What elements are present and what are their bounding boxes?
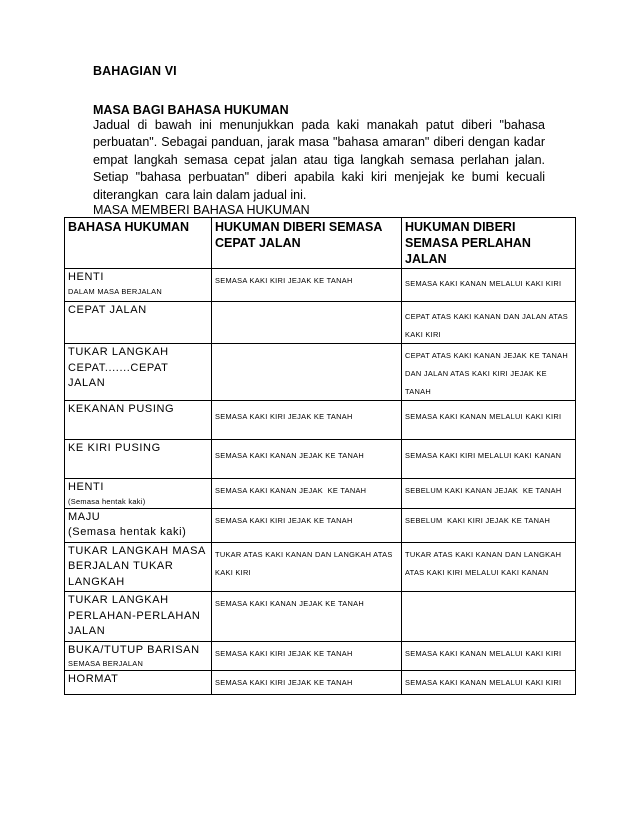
slow-text: SEMASA KAKI KANAN MELALUI KAKI KIRI xyxy=(405,412,562,421)
command-cell xyxy=(65,671,212,695)
command-label: KEKANAN PUSING xyxy=(68,403,175,415)
subtitle: MASA BAGI BAHASA HUKUMAN xyxy=(93,103,289,117)
quick-cell xyxy=(212,344,402,401)
slow-text: SEBELUM KAKI KIRI JEJAK KE TANAH xyxy=(405,515,551,525)
slow-text: SEMASA KAKI KANAN MELALUI KAKI KIRI xyxy=(405,279,562,288)
paragraph-line: Setiap "bahasa perbuatan" diberi apabila kaki kiri menjejak ke bumi kecuali xyxy=(93,170,545,185)
table-row xyxy=(65,592,576,642)
paragraph-line: diterangkan cara lain dalam jadual ini. xyxy=(93,187,307,202)
quick-cell xyxy=(212,542,402,592)
paragraph-line: empat langkah semasa cepat jalan atau tiga langkah semasa perlahan jalan. xyxy=(93,152,545,167)
table-row xyxy=(65,671,576,695)
table-row xyxy=(65,269,576,302)
table-row xyxy=(65,302,576,344)
quick-cell xyxy=(212,508,402,542)
table-header-row xyxy=(65,218,576,269)
quick-cell xyxy=(212,269,402,302)
table-row xyxy=(65,641,576,671)
command-cell xyxy=(65,302,212,344)
table-row xyxy=(65,344,576,401)
quick-text: SEMASA KAKI KIRI JEJAK KE TANAH xyxy=(215,276,353,285)
table-row xyxy=(65,440,576,479)
command-cell xyxy=(65,508,212,542)
quick-text: SEMASA KAKI KANAN JEJAK KE TANAH xyxy=(215,486,367,495)
paragraph-line: perbuatan". Sebagai panduan, jarak masa "bahasa amaran" diberi dengan kadar xyxy=(93,135,545,150)
command-label: TUKAR LANGKAH PERLAHAN-PERLAHAN JALAN xyxy=(68,594,201,637)
slow-cell xyxy=(402,641,576,671)
slow-text: SEMASA KAKI KIRI MELALUI KAKI KANAN xyxy=(405,451,562,460)
quick-cell xyxy=(212,479,402,509)
quick-text: SEMASA KAKI KIRI JEJAK KE TANAH xyxy=(215,515,353,525)
slow-cell xyxy=(402,401,576,440)
command-label: TUKAR LANGKAH CEPAT.......CEPAT JALAN xyxy=(68,346,169,389)
paragraph-line: Jadual di bawah ini menunjukkan pada kaki manakah patut diberi "bahasa xyxy=(93,118,545,132)
command-cell xyxy=(65,440,212,479)
quick-cell xyxy=(212,641,402,671)
section-title: BAHAGIAN VI xyxy=(93,64,177,78)
slow-cell xyxy=(402,479,576,509)
command-label: HORMAT xyxy=(68,673,119,685)
command-label: HENTI xyxy=(68,271,104,283)
slow-cell xyxy=(402,302,576,344)
header-slow-time: HUKUMAN DIBERI SEMASA PERLAHAN JALAN xyxy=(402,218,576,269)
command-label: BUKA/TUTUP BARISAN xyxy=(68,643,200,656)
table-row xyxy=(65,508,576,542)
quick-cell xyxy=(212,671,402,695)
slow-text: SEMASA KAKI KANAN MELALUI KAKI KIRI xyxy=(405,648,562,658)
slow-text: CEPAT ATAS KAKI KANAN DAN JALAN ATAS KAKI KIRI xyxy=(405,312,569,339)
quick-text: SEMASA KAKI KIRI JEJAK KE TANAH xyxy=(215,412,353,421)
table-row xyxy=(65,479,576,509)
table-caption: MASA MEMBERI BAHASA HUKUMAN xyxy=(93,203,310,217)
quick-text: SEMASA KAKI KIRI JEJAK KE TANAH xyxy=(215,678,353,687)
command-note: SEMASA BERJALAN xyxy=(68,659,144,668)
slow-cell xyxy=(402,269,576,302)
command-cell xyxy=(65,401,212,440)
slow-cell xyxy=(402,440,576,479)
command-cell xyxy=(65,344,212,401)
command-label: KE KIRI PUSING xyxy=(68,442,161,454)
command-label: CEPAT JALAN xyxy=(68,304,147,316)
slow-text: CEPAT ATAS KAKI KANAN JEJAK KE TANAH DAN JALAN ATAS KAKI KIRI JEJAK KE TANAH xyxy=(405,351,569,396)
slow-cell xyxy=(402,508,576,542)
command-cell xyxy=(65,269,212,302)
quick-cell xyxy=(212,401,402,440)
table-row xyxy=(65,542,576,592)
slow-cell xyxy=(402,592,576,642)
quick-text: SEMASA KAKI KIRI JEJAK KE TANAH xyxy=(215,648,353,658)
slow-cell xyxy=(402,671,576,695)
command-label: TUKAR LANGKAH MASA BERJALAN TUKAR LANGKAH xyxy=(68,544,206,588)
command-label: MAJU xyxy=(68,510,101,523)
quick-cell xyxy=(212,302,402,344)
command-timing-table xyxy=(64,217,576,695)
quick-text: SEMASA KAKI KANAN JEJAK KE TANAH xyxy=(215,599,364,608)
table-row xyxy=(65,401,576,440)
intro-paragraph xyxy=(93,117,545,204)
slow-text: SEBELUM KAKI KANAN JEJAK KE TANAH xyxy=(405,486,562,495)
command-note: (Semasa hentak kaki) xyxy=(68,526,187,538)
quick-text: TUKAR ATAS KAKI KANAN DAN LANGKAH ATAS KAKI KIRI xyxy=(215,549,393,577)
quick-cell xyxy=(212,440,402,479)
command-cell xyxy=(65,592,212,642)
command-cell xyxy=(65,641,212,671)
slow-cell xyxy=(402,542,576,592)
slow-cell xyxy=(402,344,576,401)
header-command: BAHASA HUKUMAN xyxy=(65,218,212,269)
command-cell xyxy=(65,542,212,592)
header-quick-time: HUKUMAN DIBERI SEMASA CEPAT JALAN xyxy=(212,218,402,269)
command-label: HENTI xyxy=(68,481,104,493)
command-note: DALAM MASA BERJALAN xyxy=(68,286,163,296)
command-cell xyxy=(65,479,212,509)
quick-cell xyxy=(212,592,402,642)
slow-text: TUKAR ATAS KAKI KANAN DAN LANGKAH ATAS KAKI KIRI MELALUI KAKI KANAN xyxy=(405,549,562,577)
quick-text: SEMASA KAKI KANAN JEJAK KE TANAH xyxy=(215,451,364,460)
command-note: (Semasa hentak kaki) xyxy=(68,496,146,506)
slow-text: SEMASA KAKI KANAN MELALUI KAKI KIRI xyxy=(405,678,562,687)
